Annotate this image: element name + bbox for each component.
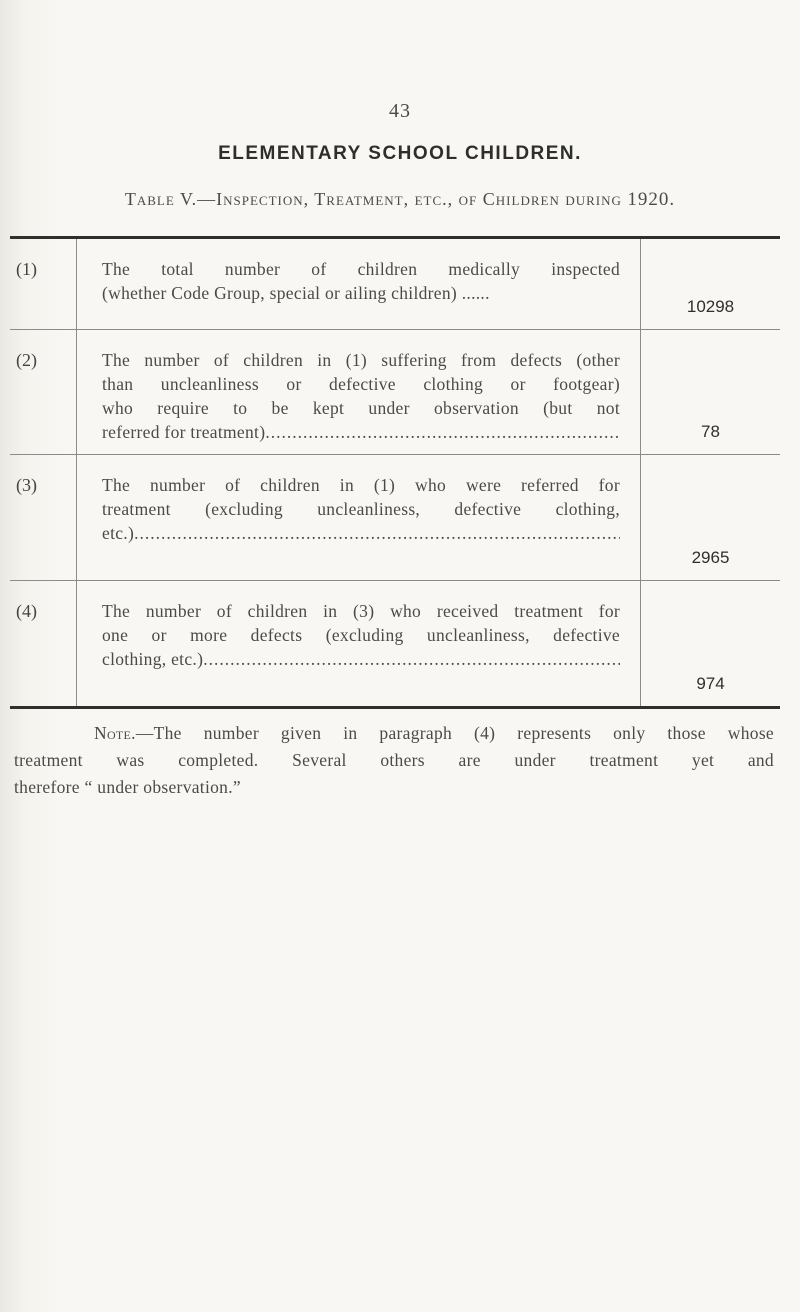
row-description [77, 455, 641, 580]
row-value-text: 2965 [691, 548, 730, 567]
table-row [10, 581, 780, 706]
row-value-text: 10298 [686, 297, 735, 316]
row-description-line: referred for treatment) [102, 422, 266, 442]
row-description-line: etc.) [102, 523, 135, 543]
row-description-line: (whether Code Group, special or ailing children) ...... [102, 283, 490, 303]
table-caption-year: 1920. [627, 189, 676, 210]
table-row [10, 330, 780, 455]
note-text: —The number given in paragraph (4) represents only those whose [135, 723, 774, 743]
table-row [10, 239, 780, 330]
row-value [641, 330, 780, 454]
row-description-leader-line [102, 647, 620, 671]
table-row [10, 455, 780, 581]
row-value-text: 78 [701, 422, 720, 441]
row-description-line: one or more defects (excluding uncleanliness, defective [102, 625, 620, 645]
row-description-line: The number of children in (1) suffering from defects (other [102, 350, 620, 370]
note-line [14, 720, 774, 747]
note-line: treatment was completed. Several others are under treatment yet and [14, 750, 774, 770]
row-description-line: who require to be kept under observation (but not [102, 398, 620, 418]
dot-leader [134, 521, 620, 545]
section-heading: ELEMENTARY SCHOOL CHILDREN. [218, 143, 582, 164]
row-description-line: The number of children in (3) who received treatment for [102, 601, 620, 621]
row-description-line: clothing, etc.) [102, 649, 204, 669]
row-description-line: treatment (excluding uncleanliness, defective clothing, [102, 499, 620, 519]
row-description [77, 581, 641, 706]
row-value [641, 455, 780, 580]
table-caption [0, 189, 800, 211]
row-value-text: 974 [696, 674, 725, 693]
note-label: Note. [94, 723, 136, 743]
row-value [641, 239, 780, 329]
row-value [641, 581, 780, 706]
table-note [14, 720, 774, 801]
row-description [77, 239, 641, 329]
table-caption-text: Table V.—Inspection, Treatment, etc., of Children during [124, 189, 622, 209]
row-number: (3) [10, 455, 77, 580]
row-description-leader-line [102, 420, 620, 444]
row-number: (2) [10, 330, 77, 454]
row-description [77, 330, 641, 454]
row-number: (1) [10, 239, 77, 329]
dot-leader [265, 420, 620, 444]
row-number: (4) [10, 581, 77, 706]
row-description-line: than uncleanliness or defective clothing or footgear) [102, 374, 620, 394]
page-number: 43 [389, 100, 411, 122]
note-line: therefore “ under observation.” [14, 777, 241, 797]
inspection-table [10, 236, 780, 709]
dot-leader [203, 647, 620, 671]
row-description-leader-line [102, 521, 620, 545]
row-description-line: The total number of children medically inspected [102, 259, 620, 279]
row-description-line: The number of children in (1) who were referred for [102, 475, 620, 495]
